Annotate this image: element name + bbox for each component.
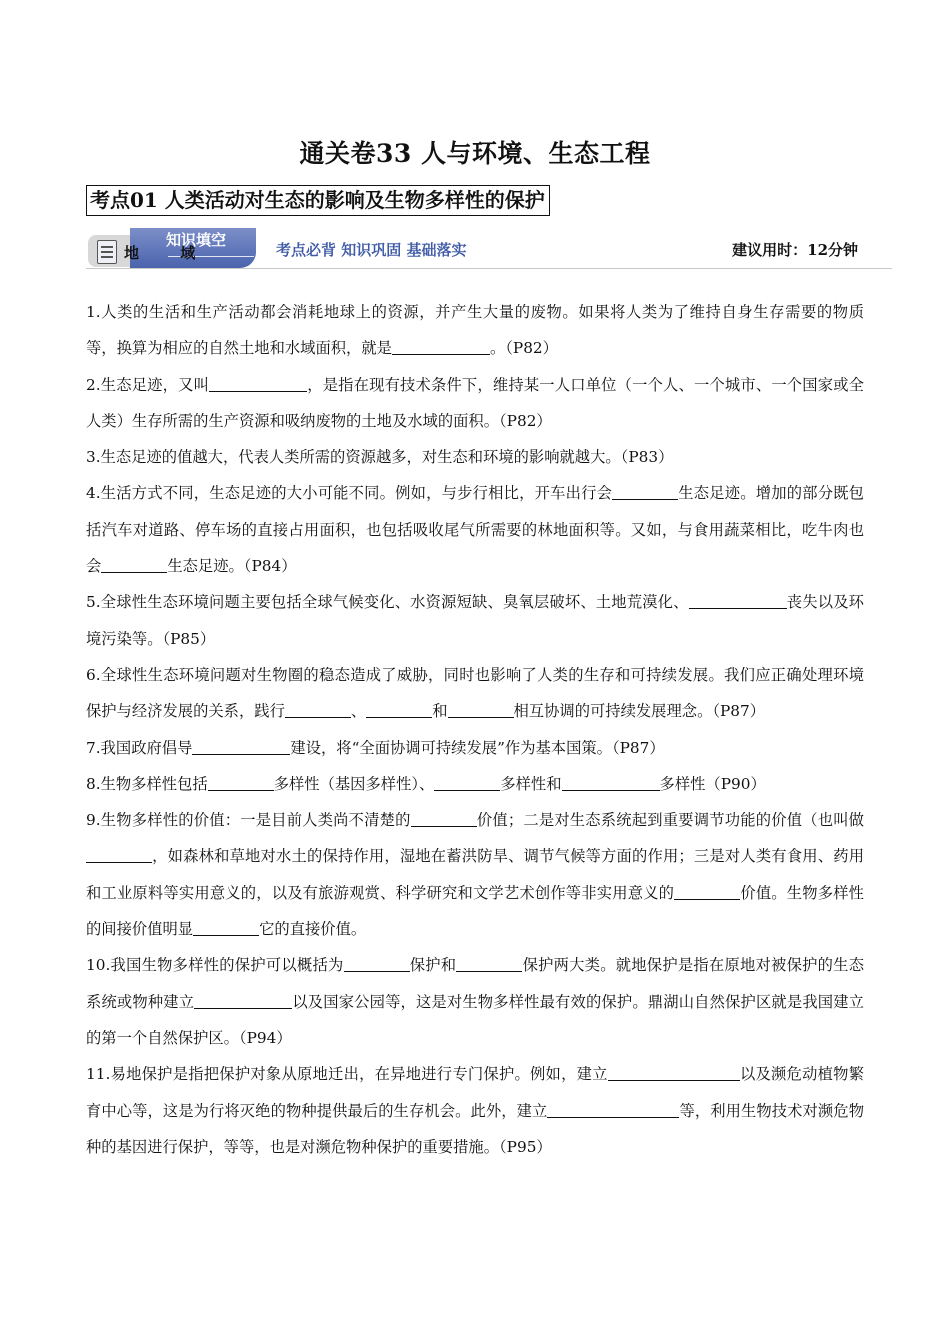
- slogan-text: 考点必背 知识巩固 基础落实: [276, 241, 467, 259]
- answer-blank[interactable]: [392, 338, 490, 355]
- answer-blank[interactable]: [612, 483, 678, 500]
- answer-blank[interactable]: [547, 1100, 679, 1117]
- answer-blank[interactable]: [411, 810, 477, 827]
- question-6: 6.全球性生态环境问题对生物圈的稳态造成了威胁，同时也影响了人类的生存和可持续发展。我们应正确处理环境保护与经济发展的关系，践行 、 和 相互协调的可持续发展理念。（P87）: [86, 665, 864, 721]
- question-5: 5.全球性生态环境问题主要包括全球气候变化、水资源短缺、臭氧层破坏、土地荒漠化、 丧失以及环境污染等。（P85）: [86, 593, 864, 648]
- question-2: 2.生态足迹，又叫 ，是指在现有技术条件下，维持某一人口单位（一个人、一个城市、一个国家或全人类）生存所需的生产资源和吸纳废物的土地及水域的面积。（P82）: [86, 375, 864, 430]
- answer-blank[interactable]: [86, 846, 152, 863]
- answer-blank[interactable]: [434, 774, 500, 791]
- question-11: 11.易地保护是指把保护对象从原地迁出，在异地进行专门保护。例如，建立 以及濒危动植物繁育中心等，这是为行将灭绝的物种提供最后的生存机会。此外，建立 等，利用生物技术对濒危物种的基因进行保护，等等，也是对濒危物种保护的重要措施。（P95）: [86, 1065, 864, 1156]
- answer-blank[interactable]: [608, 1064, 740, 1081]
- page-title: 通关卷33 人与环境、生态工程: [299, 139, 651, 168]
- answer-blank[interactable]: [344, 955, 410, 972]
- answer-blank[interactable]: [456, 955, 522, 972]
- question-4: 4.生活方式不同，生态足迹的大小可能不同。例如，与步行相比，开车出行会 生态足迹。增加的部分既包括汽车对道路、停车场的直接占用面积，也包括吸收尾气所需要的林地面积等。又如，与食用蔬菜相比，吃牛肉也会 生态足迹。（P84）: [86, 484, 864, 576]
- answer-blank[interactable]: [101, 556, 167, 573]
- answer-blank[interactable]: [674, 883, 740, 900]
- question-list: [86, 294, 864, 1165]
- section-heading: 考点01 人类活动对生态的影响及生物多样性的保护: [86, 185, 550, 216]
- section-banner: [86, 228, 892, 272]
- subject-label: 地 域: [124, 244, 214, 262]
- answer-blank[interactable]: [209, 375, 307, 392]
- answer-blank[interactable]: [194, 992, 292, 1009]
- book-icon: [97, 240, 117, 264]
- question-10: 10.我国生物多样性的保护可以概括为 保护和 保护两大类。就地保护是指在原地对被保护的生态系统或物种建立 以及国家公园等，这是对生物多样性最有效的保护。鼎湖山自然保护区就是我国建立的第一个自然保护区。（P94）: [86, 956, 864, 1047]
- question-7: 7.我国政府倡导 建设，将“全面协调可持续发展”作为基本国策。（P87）: [86, 738, 665, 757]
- question-9: 9.生物多样性的价值：一是目前人类尚不清楚的 价值；二是对生态系统起到重要调节功能的价值（也叫做，如森林和草地对水土的保持作用，湿地在蓄洪防旱、调节气候等方面的作用；三是对人类有食用、药用和工业原料等实用意义的，以及有旅游观赏、科学研究和文学艺术创作等非实用意义的 价值。生物多样性的间接价值明显 它的直接价值。: [86, 811, 864, 939]
- banner-divider: [86, 268, 892, 269]
- answer-blank[interactable]: [192, 738, 290, 755]
- answer-blank[interactable]: [366, 701, 432, 718]
- question-3: 3.生态足迹的值越大，代表人类所需的资源越多，对生态和环境的影响就越大。（P83）: [86, 448, 674, 467]
- answer-blank[interactable]: [448, 701, 514, 718]
- answer-blank[interactable]: [208, 774, 274, 791]
- answer-blank[interactable]: [285, 701, 351, 718]
- suggested-time: 建议用时：12分钟: [732, 241, 858, 259]
- answer-blank[interactable]: [193, 919, 259, 936]
- answer-blank[interactable]: [689, 592, 787, 609]
- question-1: 1.人类的生活和生产活动都会消耗地球上的资源，并产生大量的废物。如果将人类为了维持自身生存需要的物质等，换算为相应的自然土地和水域面积，就是 。（P82）: [86, 303, 864, 358]
- question-8: 8.生物多样性包括 多样性（基因多样性）、 多样性和 多样性（P90）: [86, 774, 766, 793]
- tag-label: 知识填空: [166, 231, 227, 249]
- answer-blank[interactable]: [562, 774, 660, 791]
